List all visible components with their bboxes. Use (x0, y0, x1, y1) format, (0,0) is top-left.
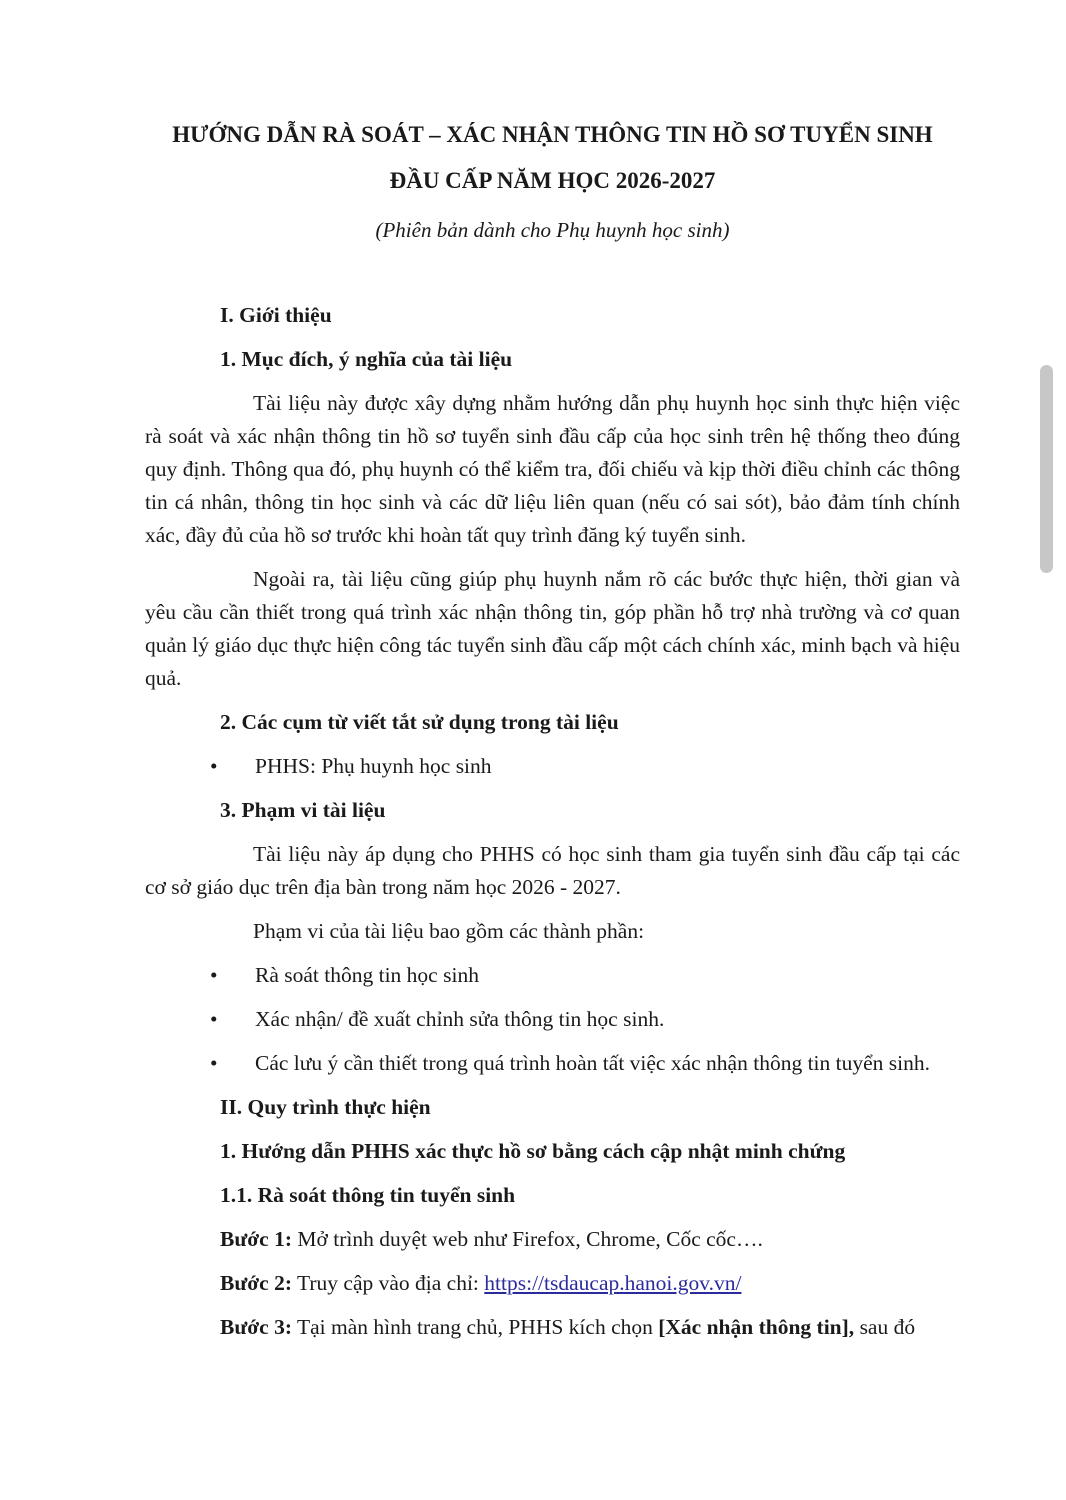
bullet-icon: • (210, 1007, 218, 1031)
step-3-text-post: sau đó (859, 1315, 916, 1339)
step-2-label: Bước 2: (220, 1271, 292, 1295)
list-item-text: Xác nhận/ đề xuất chỉnh sửa thông tin học sinh. (255, 1007, 665, 1031)
heading-process-1-1: 1.1. Rà soát thông tin tuyển sinh (220, 1183, 516, 1207)
heading-abbreviations: 2. Các cụm từ viết tắt sử dụng trong tài liệu (220, 710, 619, 734)
list-item-text: Các lưu ý cần thiết trong quá trình hoàn tất việc xác nhận thông tin tuyển sinh. (255, 1051, 931, 1075)
step-1-label: Bước 1: (220, 1227, 292, 1251)
step-3 (220, 1311, 960, 1344)
bullet-icon: • (210, 963, 218, 987)
doc-title-line-1: HƯỚNG DẪN RÀ SOÁT – XÁC NHẬN THÔNG TIN HỒ SƠ TUYỂN SINH (172, 122, 933, 147)
list-item-abbrev-phhs (145, 750, 960, 783)
step-1 (220, 1223, 960, 1256)
paragraph-purpose-2: Ngoài ra, tài liệu cũng giúp phụ huynh nắm rõ các bước thực hiện, thời gian và yêu cầu cần thiết trong quá trình xác nhận thông tin, góp phần hỗ trợ nhà trường và cơ quan quản lý giáo dục thực hiện công tác tuyển sinh đầu cấp một cách chính xác, minh bạch và hiệu quả. (145, 567, 960, 690)
doc-title-line-2: ĐẦU CẤP NĂM HỌC 2026-2027 (389, 168, 716, 193)
bullet-icon: • (210, 1051, 218, 1075)
paragraph-purpose-1: Tài liệu này được xây dựng nhằm hướng dẫn phụ huynh học sinh thực hiện việc rà soát và xác nhận thông tin hồ sơ tuyển sinh đầu cấp của học sinh trên hệ thống theo đúng quy định. Thông qua đó, phụ huynh có thể kiểm tra, đối chiếu và kịp thời điều chỉnh các thông tin cá nhân, thông tin học sinh và các dữ liệu liên quan (nếu có sai sót), bảo đảm tính chính xác, đầy đủ của hồ sơ trước khi hoàn tất quy trình đăng ký tuyển sinh. (145, 391, 960, 547)
step-1-text: Mở trình duyệt web như Firefox, Chrome, Cốc cốc…. (297, 1227, 763, 1251)
step-2-text: Truy cập vào địa chỉ: (296, 1271, 479, 1295)
step-2 (220, 1267, 960, 1300)
heading-intro: I. Giới thiệu (220, 303, 332, 327)
doc-subtitle: (Phiên bản dành cho Phụ huynh học sinh) (375, 218, 730, 242)
scrollbar-thumb[interactable] (1040, 365, 1053, 573)
paragraph-scope-2: Phạm vi của tài liệu bao gồm các thành phần: (253, 919, 645, 943)
list-item-scope-2 (145, 1003, 960, 1036)
step-3-label: Bước 3: (220, 1315, 292, 1339)
heading-purpose: 1. Mục đích, ý nghĩa của tài liệu (220, 347, 513, 371)
list-item-text: Rà soát thông tin học sinh (255, 963, 479, 987)
bullet-icon: • (210, 754, 218, 778)
heading-process: II. Quy trình thực hiện (220, 1095, 431, 1119)
paragraph-scope-1: Tài liệu này áp dụng cho PHHS có học sinh tham gia tuyển sinh đầu cấp tại các cơ sở giáo dục trên địa bàn trong năm học 2026 - 2027. (145, 842, 960, 899)
step-3-bold-run: [Xác nhận thông tin], (658, 1315, 855, 1339)
list-item-text: PHHS: Phụ huynh học sinh (255, 754, 492, 778)
heading-process-1: 1. Hướng dẫn PHHS xác thực hồ sơ bằng cách cập nhật minh chứng (220, 1139, 846, 1163)
step-3-text-pre: Tại màn hình trang chủ, PHHS kích chọn (296, 1315, 653, 1339)
list-item-scope-1 (145, 959, 960, 992)
heading-scope: 3. Phạm vi tài liệu (220, 798, 386, 822)
list-item-scope-3 (145, 1047, 960, 1080)
tsdaucap-link[interactable]: https://tsdaucap.hanoi.gov.vn/ (484, 1271, 742, 1295)
